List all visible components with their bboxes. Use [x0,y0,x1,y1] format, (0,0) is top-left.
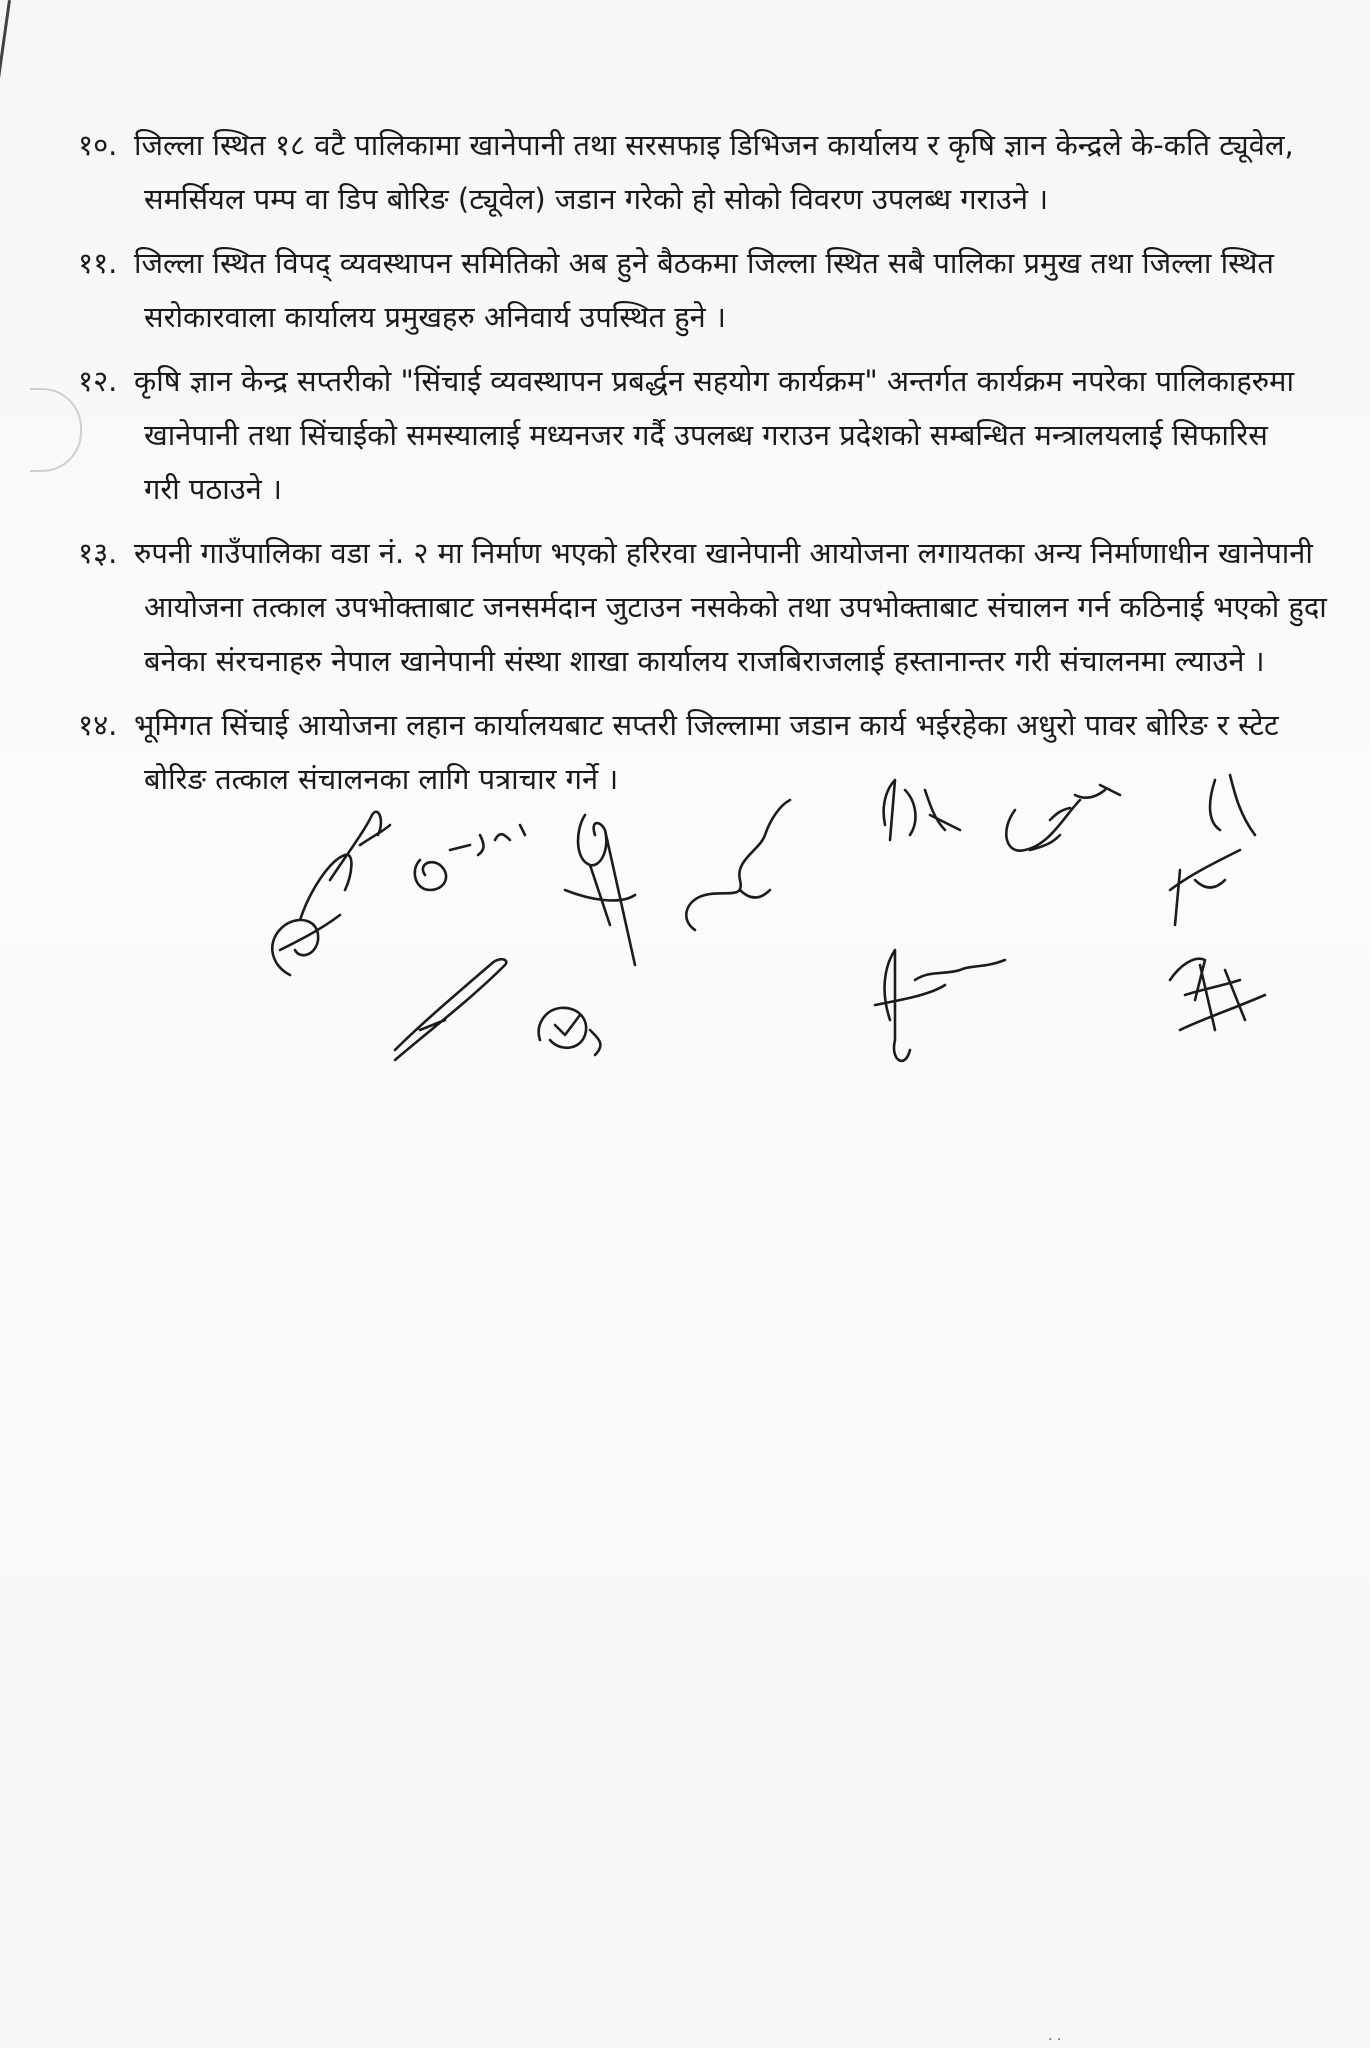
page-edge-shadow [0,0,11,248]
item-number: ११. [78,246,118,280]
signature-3 [565,815,635,965]
item-text-line: सरोकारवाला कार्यालय प्रमुखहरु अनिवार्य उपस्थित हुने । [144,300,726,334]
list-item [78,118,1318,226]
item-text-line: भूमिगत सिंचाई आयोजना लहान कार्यालयबाट सप्तरी जिल्लामा जडान कार्य भईरहेका अधुरो पावर बोरिङ र स्टेट [134,708,1279,742]
item-text-line: कृषि ज्ञान केन्द्र सप्तरीको "सिंचाई व्यवस्थापन प्रबर्द्धन सहयोग कार्यक्रम" अन्तर्गत कार्यक्रम नपरेका पालिकाहरुमा [134,364,1294,398]
list-item [78,354,1318,516]
item-text-line: गरी पठाउने । [144,472,282,506]
item-number: १०. [78,128,118,162]
punch-hole-mark [30,388,82,472]
item-text-line: बोरिङ तत्काल संचालनका लागि पत्राचार गर्ने । [144,762,619,796]
item-text-line: आयोजना तत्काल उपभोक्ताबाट जनसर्मदान जुटाउन नसकेको तथा उपभोक्ताबाट संचालन गर्न कठिनाई भएको हुदा [144,590,1327,624]
item-number: १३. [78,536,118,570]
signatures-drawing [0,740,1370,1120]
signature-4 [686,800,790,930]
item-text-line: जिल्ला स्थित विपद् व्यवस्थापन समितिको अब हुने बैठकमा जिल्ला स्थित सबै पालिका प्रमुख तथा जिल्ला स्थित [134,246,1274,280]
signature-7 [884,780,1120,851]
footer-marks: . . [1048,2028,1062,2044]
signature-9 [875,950,1005,1061]
signature-2 [415,825,525,890]
list-item [78,236,1318,344]
item-text-line: समर्सियल पम्प वा डिप बोरिङ (ट्यूवेल) जडान गरेको हो सोको विवरण उपलब्ध गराउने । [144,182,1049,216]
resolution-list [78,118,1327,816]
item-text-line: जिल्ला स्थित १८ वटै पालिकामा खानेपानी तथा सरसफाइ डिभिजन कार्यालय र कृषि ज्ञान केन्द्रले के-कति ट्यूवेल, [134,128,1294,162]
signature-10 [1170,959,1265,1030]
item-text-line: रुपनी गाउँपालिका वडा नं. २ मा निर्माण भएको हरिरवा खानेपानी आयोजना लगायतका अन्य निर्माणाधीन खानेपानी [134,536,1313,570]
signature-8 [1170,775,1255,925]
item-text-line: बनेका संरचनाहरु नेपाल खानेपानी संस्था शाखा कार्यालय राजबिराजलाई हस्तानान्तर गरी संचालनमा ल्याउने । [144,644,1265,678]
signature-1 [272,812,390,975]
list-item [78,526,1327,688]
item-text-line: खानेपानी तथा सिंचाईको समस्यालाई मध्यनजर गर्दै उपलब्ध गराउन प्रदेशको सम्बन्धित मन्त्रालयलाई सिफारिस [144,418,1268,452]
signatures-block [0,740,1370,1120]
signature-6 [539,1008,601,1055]
item-number: १२. [78,364,118,398]
item-number: १४. [78,708,118,742]
signature-5 [395,959,506,1060]
